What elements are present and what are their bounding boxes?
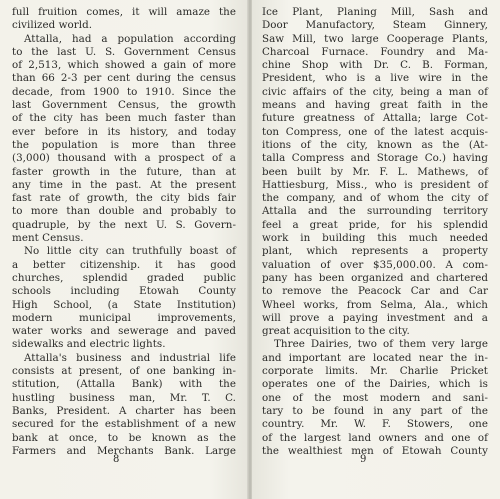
text-line: ton Compress, one of the latest acquis-	[262, 125, 488, 138]
text-line: operates one of the Dairies, which is	[262, 378, 488, 391]
text-line: faster growth in the future, than at	[12, 165, 236, 178]
text-line: feel a great pride, for his splendid	[262, 218, 488, 231]
text-line: means and having great faith in the	[262, 99, 488, 112]
text-line: Banks, President. A charter has been	[12, 404, 236, 417]
right-page-text	[262, 6, 488, 458]
text-line: Three Dairies, two of them very large	[274, 338, 488, 351]
text-line: chine Shop with Dr. C. B. Forman,	[262, 59, 488, 72]
text-line: future greatness of Attalla; large Cot-	[262, 112, 488, 125]
text-line: to more than double and probably to	[12, 205, 236, 218]
text-line: ment Census.	[12, 232, 84, 245]
text-line: corporate limits. Mr. Charlie Pricket	[262, 365, 488, 378]
text-line: valuation of over $35,000.00. A com-	[262, 258, 488, 271]
text-line: to remove the Peacock Car and Car	[262, 285, 488, 298]
text-line: itions of the city, known as the (At-	[262, 138, 488, 151]
text-line: of the city has been much faster than	[12, 112, 236, 125]
text-line: talla Compress and Storage Co.) having	[262, 152, 488, 165]
text-line: work in building this much needed	[262, 232, 488, 245]
text-line: sidewalks and electric lights.	[12, 338, 166, 351]
text-line: one of the most modern and sani-	[262, 391, 488, 404]
text-line: last Government Census, the growth	[12, 99, 236, 112]
text-line: the wealthiest men of Etowah County	[262, 444, 488, 457]
text-line: a better citizenship. it has good	[12, 258, 236, 271]
text-line: will prove a paying investment and a	[262, 311, 488, 324]
text-line: High School, (a State Institution)	[12, 298, 236, 311]
text-line: Saw Mill, two large Cooperage Plants,	[262, 32, 488, 45]
right-page-number: 9	[360, 454, 367, 465]
text-line: great acquisition to the city.	[262, 325, 410, 338]
text-line: Charcoal Furnace. Foundry and Ma-	[262, 45, 488, 58]
text-line: tary to be found in any part of the	[262, 404, 488, 417]
text-line: of 2,513, which showed a gain of more	[12, 59, 236, 72]
text-line: country. Mr. W. F. Stowers, one	[262, 418, 488, 431]
text-line: quadruple, by the next U. S. Govern-	[12, 218, 236, 231]
text-line: President, who is a live wire in the	[262, 72, 488, 85]
text-line: (3,000) thousand with a prospect of a	[12, 152, 236, 165]
text-line: Wheel works, from Selma, Ala., which	[262, 298, 488, 311]
text-line: Attalla, had a population according	[24, 32, 236, 45]
text-line: Attalla and the surrounding territory	[262, 205, 488, 218]
text-line: Attalla's business and industrial life	[24, 351, 236, 364]
text-line: schools including Etowah County	[12, 285, 236, 298]
text-line: pany has been organized and chartered	[262, 271, 488, 284]
left-page	[0, 0, 248, 499]
text-line: water works and sewerage and paved	[12, 325, 236, 338]
text-line: churches, splendid graded public	[12, 271, 236, 284]
text-line: plant, which represents a property	[262, 245, 488, 258]
text-line: been built by Mr. F. L. Mathews, of	[262, 165, 488, 178]
text-line: civilized world.	[12, 19, 93, 32]
text-line: decade, from 1900 to 1910. Since the	[12, 85, 236, 98]
text-line: to the last U. S. Government Census	[12, 45, 236, 58]
text-line: the population is more than three	[12, 138, 236, 151]
text-line: Ice Plant, Planing Mill, Sash and	[262, 6, 488, 18]
text-line: consists at present, of one banking in-	[12, 365, 236, 378]
left-page-text	[12, 6, 236, 458]
text-line: than 66 2-3 per cent during the census	[12, 72, 236, 85]
text-line: hustling business man, Mr. T. C.	[12, 391, 236, 404]
text-line: any time in the past. At the present	[12, 178, 236, 191]
text-line: the company, and of whom the city of	[262, 192, 488, 205]
text-line: modern municipal improvements,	[12, 311, 236, 324]
text-line: and important are located near the in-	[262, 351, 488, 364]
text-line: fast rate of growth, the city bids fair	[12, 192, 236, 205]
text-line: Hattiesburg, Miss., who is president of	[262, 178, 488, 191]
text-line: bank at once, to be known as the	[12, 431, 236, 444]
text-line: No little city can truthfully boast of	[24, 245, 236, 258]
text-line: ever before in its history, and today	[12, 125, 236, 138]
right-page	[252, 0, 500, 499]
text-line: Farmers and Merchants Bank. Large	[12, 444, 236, 457]
text-line: of the largest land owners and one of	[262, 431, 488, 444]
text-line: Door Manufactory, Steam Ginnery,	[262, 19, 488, 32]
text-line: secured for the establishment of a new	[12, 418, 236, 431]
text-line: full fruition comes, it will amaze the	[12, 6, 236, 18]
text-line: stitution, (Attalla Bank) with the	[12, 378, 236, 391]
text-line: civic affairs of the city, being a man of	[262, 85, 488, 98]
left-page-number: 8	[113, 454, 120, 465]
